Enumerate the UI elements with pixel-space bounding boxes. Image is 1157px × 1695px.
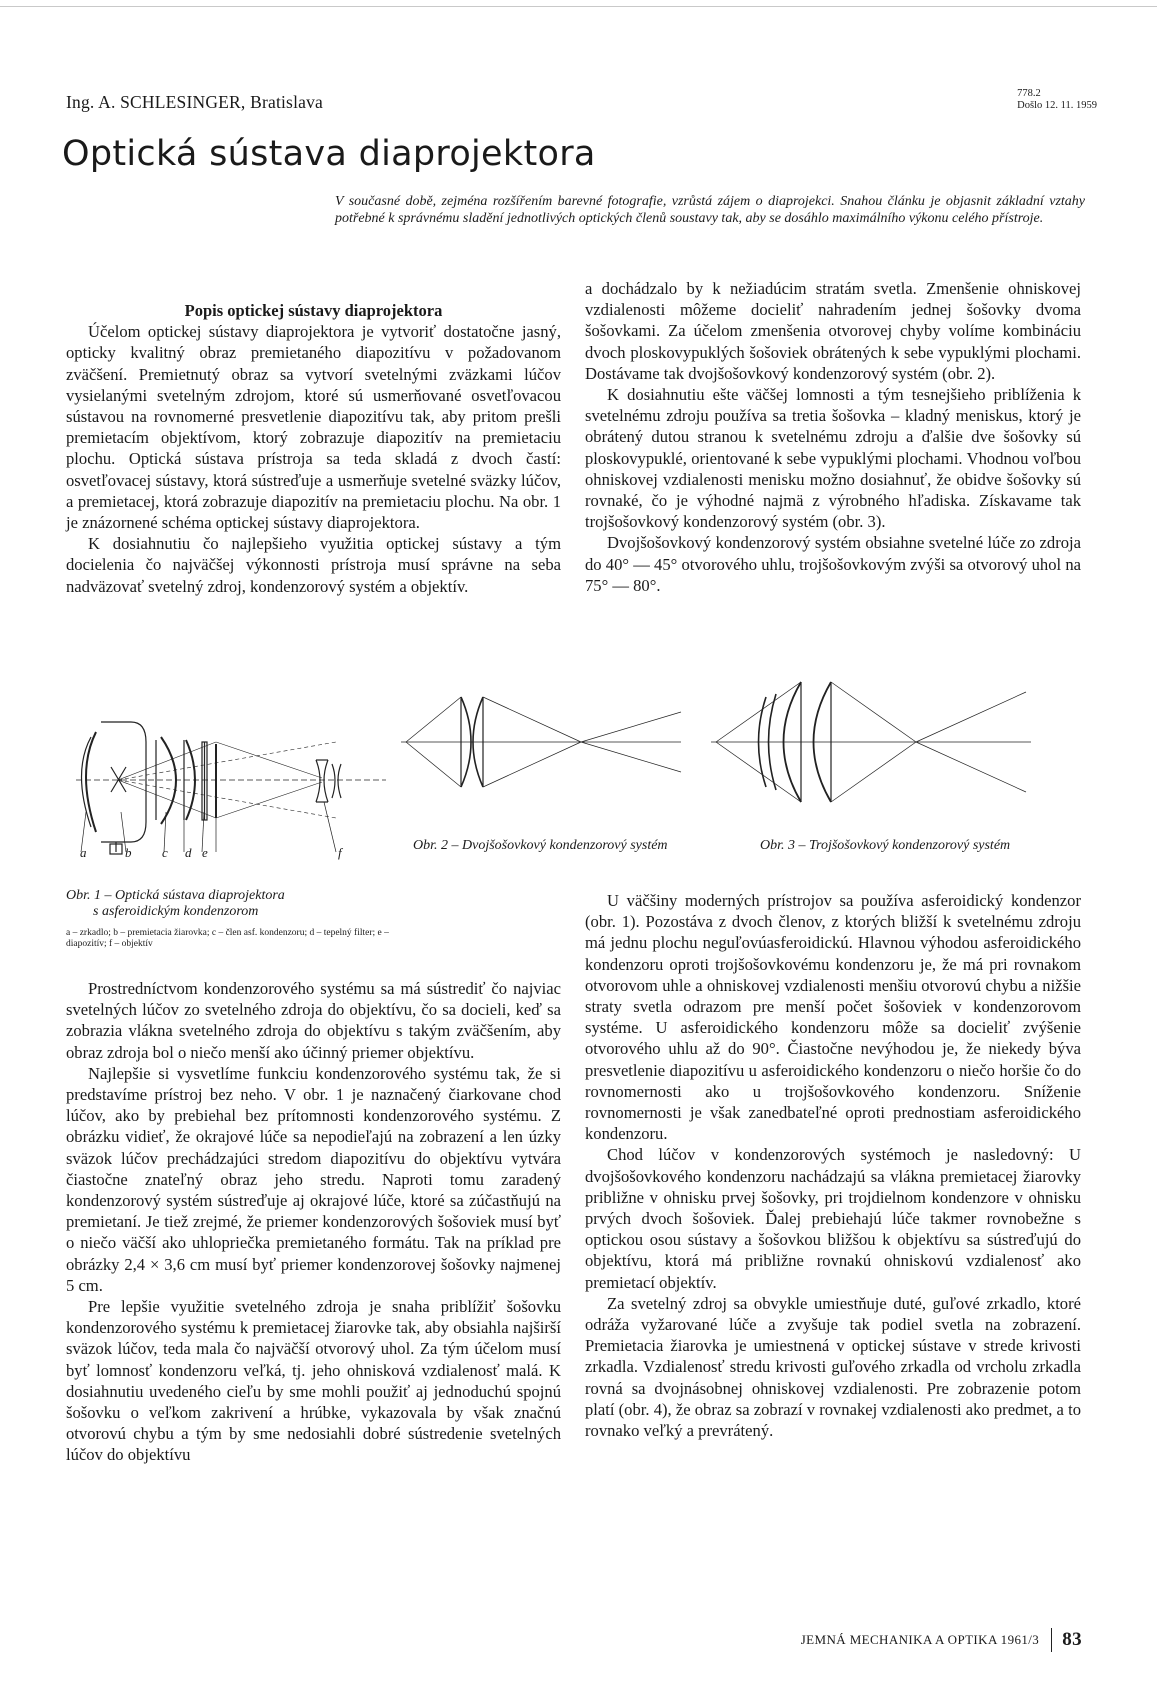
figure-1-legend: a – zrkadlo; b – premietacia žiarovka; c – člen asf. kondenzoru; d – tepelný filter; e – diapozitív; f – objektív	[66, 928, 389, 949]
figure-1-caption	[66, 888, 406, 920]
page-number: 83	[1062, 1629, 1082, 1650]
paragraph: Dvojšošovkový kondenzorový systém obsiahne svetelné lúče zo zdroja do 40° — 45° otvorového uhlu, trojšošovkovým zvýši sa otvorový uhol na 75° — 80°.	[585, 533, 1081, 595]
paragraph: K dosiahnutiu čo najlepšieho využitia optickej sústavy a tým docielenia čo najväčšej výkonnosti prístroja musí správne na seba nadväzovať svetelný zdroj, kondenzorový systém a objektív.	[66, 534, 561, 596]
top-rule	[0, 6, 1157, 7]
figure-1-caption-line-1: Obr. 1 – Optická sústava diaprojektora	[66, 888, 285, 903]
article-title: Optická sústava diaprojektora	[62, 134, 596, 174]
paragraph: Účelom optickej sústavy diaprojektora je vytvoriť dostatočne jasný, opticky kvalitný obraz premietaného diapozitívu v požadovanom zväčšení. Premietnutý obraz sa vytvorí svetelnými zväzkami lúčov vysielanými svetelným zdrojom, ktoré sú usmerňované osvetľovacou sústavou na rovnomerné presvetlenie diapozitívu tak, aby pritom prešli premietacím objektívom, ktorý zobrazuje diapozitív na premietaciu plochu. Optická sústava prístroja sa teda skladá z dvoch častí: osvetľovacej sústavy, ktorá sústreďuje a usmerňuje svetelné sväzky lúčov, a premietacej, ktorá zobrazuje diapozitív na premietaciu plochu. Na obr. 1 je znázornené schéma optickej sústavy diaprojektora.	[66, 322, 561, 533]
paragraph: Chod lúčov v kondenzorových systémoch je nasledovný: U dvojšošovkového kondenzoru nachádzajú sa vlákna premietacej žiarovky približne v ohnisku prvej šošovky, pri trojdielnom kondenzore v ohnisku prvých dvoch šošoviek. Ďalej prebiehajú lúče takmer rovnobežne s optickou osou sústavy a šošovkou bližšou k objektívu sa sústreďujú do objektívu, ktorá má približne rovnakú ohniskovú vzdialenosť ako premietací objektív.	[585, 1145, 1081, 1292]
paragraph: K dosiahnutiu ešte väčšej lomnosti a tým tesnejšieho priblíženia k svetelnému zdroju používa sa tretia šošovka – kladný meniskus, ktorý je obrátený dutou stranou k svetelnému zdroju a ďalšie dve šošovky sú ploskovypuklé, orientované k sebe vypuklými plochami. Vhodnou voľbou ohniskovej vzdialenosti menisku možno dosiahnuť, že obidve šošovky sú rovnaké, čo je výhodné najmä z výrobného hľadiska. Získavame tak trojšošovkový kondenzorový systém (obr. 3).	[585, 385, 1081, 532]
abstract: V současné době, zejména rozšířením barevné fotografie, vzrůstá zájem o diaprojekci. Snahou článku je objasnit základní vztahy potřebné k správnému sladění jednotlivých optických členů soustavy tak, aby se dosáhlo maximálního výkonu celého přístroje.	[335, 194, 1085, 226]
paragraph: Pre lepšie využitie svetelného zdroja je snaha priblížiť šošovku kondenzorového systému k premietacej žiarovke tak, aby obsiahla najširší sväzok lúčov, teda mala čo najväčší otvorový uhol. Za tým účelom musí byť lomnosť kondenzoru veľká, tj. jeho ohnisková vzdialenosť malá. K dosiahnutiu uvedeného cieľu by sme mohli použiť aj jednoduchú spojnú šošovku o veľkom zakrivení a hrúbke, vykazovala by však značnú otvorovú chybu a tým by sme nedosiahli dobré sústredenie svetelných lúčov do objektívu	[66, 1297, 561, 1465]
paragraph: Prostredníctvom kondenzorového systému sa má sústrediť čo najviac svetelných lúčov zo svetelného zdroja do objektívu, čo sa docieli, keď sa zobrazia vlákna svetelného zdroja do objektívu s takým zväčšením, aby obraz zdroja bol o niečo menší ako účinný priemer objektívu.	[66, 979, 561, 1062]
paragraph: Najlepšie si vysvetlíme funkciu kondenzorového systému tak, že si predstavíme prístroj bez neho. V obr. 1 je naznačený čiarkovane chod lúčov, ako by prebiehal bez prítomnosti kondenzorového systému. Z obrázku vidieť, že okrajové lúče sa nepodieľajú na zobrazení a len úzky sväzok lúčov prechádzajúci stredom diapozitívu do objektívu vytvára čiastočne znateľný obraz jeho stredu. Naproti tomu zaradený kondenzorový systém sústreďuje aj okrajové lúče, ktoré sa zúčastňujú na premietaní. Je tiež zrejmé, že priemer kondenzorových šošoviek musí byť o niečo väčší ako uhlopriečka premietaného formátu. Tak na príklad pre obrázky 2,4 × 3,6 cm musí byť priemer kondenzorovej šošovky najmenej 5 cm.	[66, 1063, 561, 1295]
figure-2-caption: Obr. 2 – Dvojšošovkový kondenzorový systém	[413, 838, 668, 853]
column-4	[585, 890, 1081, 1441]
figure-1-caption-line-2: s asferoidickým kondenzorom	[93, 904, 259, 919]
author-line: Ing. A. SCHLESINGER, Bratislava	[66, 92, 324, 112]
figure-1-label-a: a	[80, 845, 87, 860]
figure-1-label-f: f	[338, 845, 342, 860]
page-footer	[801, 1628, 1082, 1652]
column-3	[66, 978, 561, 1466]
figure-1-label-b: b	[125, 845, 132, 860]
figure-1-label-d: d	[185, 845, 192, 860]
figure-2-two-lens-condenser-diagram	[391, 682, 691, 802]
column-1	[66, 300, 561, 597]
column-2	[585, 278, 1081, 596]
figure-1-label-e: e	[202, 845, 208, 860]
section-heading: Popis optickej sústavy diaprojektora	[184, 301, 443, 320]
received-date: Došlo 12. 11. 1959	[1017, 100, 1097, 111]
paragraph: U väčšiny moderných prístrojov sa používa asferoidický kondenzor (obr. 1). Pozostáva z dvoch členov, z ktorých bližší k svetelnému zdroju má jednu plochu neguľovúasferoidickú. Hlavnou výhodou asferoidického kondenzoru oproti trojšošovkovému kondenzoru je, že má pri rovnakom otvorovom uhle a ohniskovej vzdialenosti menšiu otvorovú chybu a nižšie straty svetla odrazom pre menší počet šošoviek v kondenzorovom systéme. U asferoidického kondenzoru môže sa docieliť zvýšenie otvorového uhlu až do 90°. Čiastočne nevýhodou je, že niekedy býva presvetlenie diapozitívu u asferoidického kondenzoru o niečo horšie čo do rovnomernosti ako u trojšošovkového kondenzoru. Sníženie rovnomernosti je však zanedbateľné oproti prednostiam asferoidického kondenzoru.	[585, 891, 1081, 1144]
figure-1-label-c: c	[162, 845, 168, 860]
figure-1-projector-optics-diagram	[66, 712, 396, 862]
figure-3-three-lens-condenser-diagram	[706, 672, 1036, 812]
footer-divider	[1051, 1628, 1052, 1652]
paragraph: Za svetelný zdroj sa obvykle umiestňuje duté, guľové zrkadlo, ktoré odráža vyžarované lúče a zvyšuje tak podiel svetla na zobrazení. Premietacia žiarovka je umiestnená v optickej sústave v strede krivosti zrkadla. Vzdialenosť stredu krivosti guľového zrkadla od vrcholu zrkadla rovná sa dvojnásobnej ohniskovej vzdialenosti. Pre zobrazenie potom platí (obr. 4), že obraz sa zobrazí v rovnakej vzdialenosti ako predmet, a to rovnako veľký a prevrátený.	[585, 1293, 1081, 1441]
classification-block	[1017, 88, 1097, 112]
paragraph: a dochádzalo by k nežiadúcim stratám svetla. Zmenšenie ohniskovej vzdialenosti môžeme docieliť nahradením jednej šošovky dvoma šošovkami. Za účelom zmenšenia otvorovej chyby volíme kombináciu dvoch ploskovypuklých šošoviek obrátených k sebe vypuklými plochami. Dostávame tak dvojšošovkový kondenzorový systém (obr. 2).	[585, 279, 1081, 383]
classification-code: 778.2	[1017, 88, 1041, 99]
journal-name: JEMNÁ MECHANIKA A OPTIKA 1961/3	[800, 1632, 1040, 1647]
figure-3-caption: Obr. 3 – Trojšošovkový kondenzorový systém	[760, 838, 1011, 853]
